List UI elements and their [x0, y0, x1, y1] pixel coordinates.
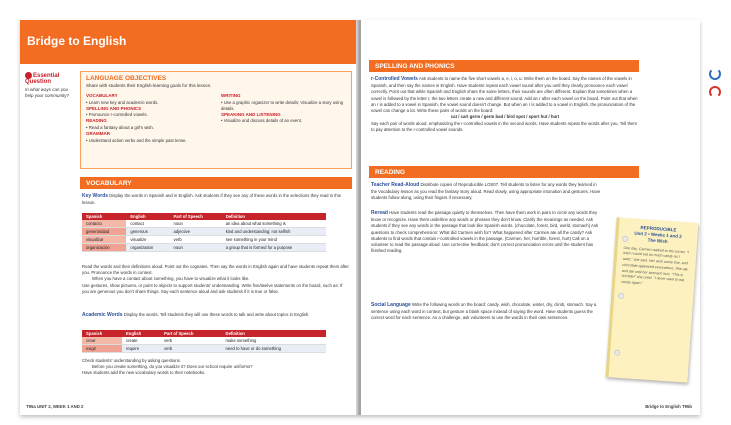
key-words-label: Key Words — [82, 193, 109, 199]
academic-words-label: Academic Words — [82, 312, 123, 318]
note-body: One day, Carmen walked to the corner. "I wish I could eat as much candy as I want," she said. Her wish came true, and chocolate appeared everywhere. She ate and ate until her stomach hurt. "This is horrible!" she cried. "I never want to eat candy again." — [621, 245, 690, 286]
language-objectives-intro: Share with students their English-learning goals for this lesson. — [86, 83, 212, 88]
table-cell: generous — [126, 228, 169, 236]
page-title: Bridge to English — [27, 34, 127, 48]
objective-category: WRITING — [221, 93, 241, 98]
column-header: Part of Speech — [170, 213, 222, 220]
essential-question-title: Essential Question — [25, 73, 60, 86]
column-header: Definition — [222, 330, 326, 337]
table-cell: verb — [160, 337, 221, 345]
objective-category: SPEAKING AND LISTENING — [221, 111, 281, 117]
table-cell: create — [122, 337, 160, 345]
example-sentence: Before you create something, do you visualize it? Does our school require uniforms? — [92, 364, 253, 370]
table-cell: organización — [82, 244, 126, 252]
column-header: Part of Speech — [160, 330, 221, 337]
reading-heading: READING — [369, 166, 639, 178]
vocabulary-heading: VOCABULARY — [80, 177, 352, 189]
social-language-text: Write the following words on the board: candy, wish, chocolate, winter, dry, climb, stomach. Say a sentence using each word in context, but gesture a blank space instead of saying the word. Have students guess the correct word for each sentence. As a challenge, ask volunteers to use the words in their own sentences. — [371, 302, 597, 321]
table-cell: need to have or do something — [222, 345, 326, 353]
social-language-label: Social Language — [371, 302, 411, 308]
language-objectives-heading: LANGUAGE OBJECTIVES — [86, 75, 167, 82]
objectives-column-2 — [221, 93, 349, 125]
read-aloud-paragraph — [371, 182, 603, 202]
table-cell: generosidad — [82, 228, 126, 236]
column-header: English — [126, 213, 169, 220]
table-header-row — [82, 330, 326, 337]
table-cell: an idea about what something is — [222, 220, 326, 228]
table-row — [82, 228, 326, 236]
objective-item: • Understand action verbs and the simple past tense. — [86, 137, 187, 143]
instruction-text: Have students add the new vocabulary words to their notebooks. — [82, 370, 206, 376]
instruction-text: Read the words and their definitions aloud. Point out the cognates. Then say the words in English again and have students repeat them after you. Pronounce the words in context. — [82, 264, 349, 276]
table-cell: noun — [170, 244, 222, 252]
table-row — [82, 337, 326, 345]
table-row — [82, 244, 326, 252]
table-row — [82, 236, 326, 244]
key-words-table — [82, 213, 326, 252]
table-cell: visualize — [126, 236, 169, 244]
key-words-paragraph — [82, 193, 350, 206]
r-controlled-paragraph — [371, 76, 639, 133]
vocabulary-instructions — [82, 264, 350, 295]
read-aloud-text: Distribute copies of Reproducible LOS07. Tell students to listen for any words they learned in the Vocabulary lesson as you read the fantasy story aloud. Read slowly, using appropriate intonation and gestures. Have students follow along, using their fingers if necessary. — [371, 182, 601, 201]
objective-item: • Visualize and discuss details of an event. — [221, 118, 302, 124]
table-cell: require — [122, 345, 160, 353]
objective-item: • Read a fantasy about a girl's wish. — [86, 124, 155, 130]
table-cell: verb — [170, 236, 222, 244]
page-footer-left: T95a UNIT 2, WEEK 1 AND 2 — [26, 404, 84, 409]
r-controlled-label: r-Controlled Vowels — [371, 76, 418, 82]
objective-category: READING — [86, 118, 107, 124]
table-cell: contact — [126, 220, 169, 228]
objective-category: VOCABULARY — [86, 93, 118, 98]
table-cell: make something — [222, 337, 326, 345]
reread-text: Have students read the passage quietly to themselves. Then have them work in pairs to circle any words they know or recognize. Have them underline any words or phrases they don't know. Clarify the meanings as needed. Ask students if they see any words in the passage that look like Spanish words. (chocolate, forest, bird, world, stomach) Ask questions to check comprehension: What did Carmen wish for? What happened after Carmen ate all the candy? Ask students to find words that contain r-controlled vowels in the passage. (Carmen, her, horrible, forest, hurt) Call on a volunteer to read the passage aloud. Use corrective feedback; don't correct pronunciation errors until the student has finished reading. — [371, 210, 599, 254]
table-cell: see something in your mind — [222, 236, 326, 244]
objective-item: • Use a graphic organizer to write details; Visualize a story using details. — [221, 99, 344, 111]
word-pairs: cat / cart germ / germ bad / bird spot / sport hut / hurt — [450, 114, 560, 120]
question-logo-icon — [25, 72, 32, 79]
objective-category: SPELLING AND PHONICS — [86, 105, 142, 111]
table-header-row — [82, 213, 326, 220]
column-header: Spanish — [82, 213, 126, 220]
essential-question — [25, 72, 75, 99]
language-objectives-box — [80, 71, 352, 169]
instruction-text: Check students' understanding by asking questions. — [82, 358, 181, 363]
table-cell: a group that is formed for a purpose — [222, 244, 326, 252]
table-cell: contacto — [82, 220, 126, 228]
social-language-paragraph — [371, 302, 603, 322]
reread-paragraph — [371, 210, 603, 255]
academic-words-instructions — [82, 358, 350, 377]
instruction-text: Use gestures, show pictures, or point to objects to support students' understanding. Write five/twelve statements on the board, such as: If you are generous you don't share things. Say each sentence aloud and ask students if it is true or false. — [82, 282, 343, 294]
left-page — [20, 20, 359, 415]
rotate-counterclockwise-icon[interactable] — [709, 86, 721, 98]
objective-item: • Pronounce r-controlled vowels. — [86, 112, 148, 118]
academic-words-text: Display the words. Tell students they will use these words to talk and write about topics in English. — [123, 312, 310, 317]
table-cell: exigir — [82, 345, 122, 353]
table-cell: organization — [126, 244, 169, 252]
right-page — [361, 20, 700, 415]
column-header: Definition — [222, 213, 326, 220]
academic-words-paragraph — [82, 312, 350, 319]
objective-category: GRAMMAR — [86, 131, 110, 137]
academic-words-table — [82, 330, 326, 353]
table-cell: noun — [170, 220, 222, 228]
table-cell: verb — [160, 345, 221, 353]
table-row — [82, 220, 326, 228]
r-controlled-text-2: Say each pair of words aloud, emphasizing the r-controlled vowels in the second words. Have students repeat the words after you. Tell them to pay attention to the r-controlled vowel sounds. — [371, 120, 637, 132]
objectives-column-1 — [86, 93, 214, 144]
rotate-clockwise-icon[interactable] — [709, 68, 721, 80]
read-aloud-label: Teacher Read-Aloud — [371, 182, 420, 188]
book-spread — [20, 20, 700, 415]
r-controlled-text: Ask students to name the five short vowels a, e, i, o, u. Write them on the board. Say the names of the vowels in Spanish, and then say the names in English. Have students repeat each vowel sound after you until they clearly pronounce each vowel correctly. Point out that while Spanish and English share the same letters, their sounds are often different. Explain that sometimes when a vowel is followed by the letter r, the two letters create a new and different sound. Add an r after each vowel on the board. Point out that when an r is added to a vowel in Spanish, the vowel sound doesn't change. But when an r is added to a vowel in English, the pronunciation of the vowel can change a lot. Write these pairs of words on the board: — [371, 76, 638, 114]
table-cell: visualizar — [82, 236, 126, 244]
reproducible-note — [606, 217, 699, 382]
key-words-text: Display the words in Spanish and in English. Ask students if they see any of these words in the selections they read in this lesson. — [82, 193, 341, 206]
table-cell: crear — [82, 337, 122, 345]
page-footer-right: Bridge to English T95b — [645, 404, 692, 409]
note-title: REPRODUCIBLE Unit 2 • Weeks 1 and 2 The Wish — [634, 225, 682, 244]
reread-label: Reread — [371, 210, 388, 216]
essential-question-text: In what ways can you help your community? — [25, 87, 70, 98]
table-cell: adjective — [170, 228, 222, 236]
objective-item: • Learn new key and academic words. — [86, 99, 159, 105]
table-cell: kind and understanding; not selfish — [222, 228, 326, 236]
spelling-heading: SPELLING AND PHONICS — [369, 60, 639, 72]
example-sentence: When you have a contact about something, you have to visualize what it looks like. — [92, 276, 250, 282]
page-header-band — [20, 20, 359, 64]
table-row — [82, 345, 326, 353]
column-header: English — [122, 330, 160, 337]
column-header: Spanish — [82, 330, 122, 337]
